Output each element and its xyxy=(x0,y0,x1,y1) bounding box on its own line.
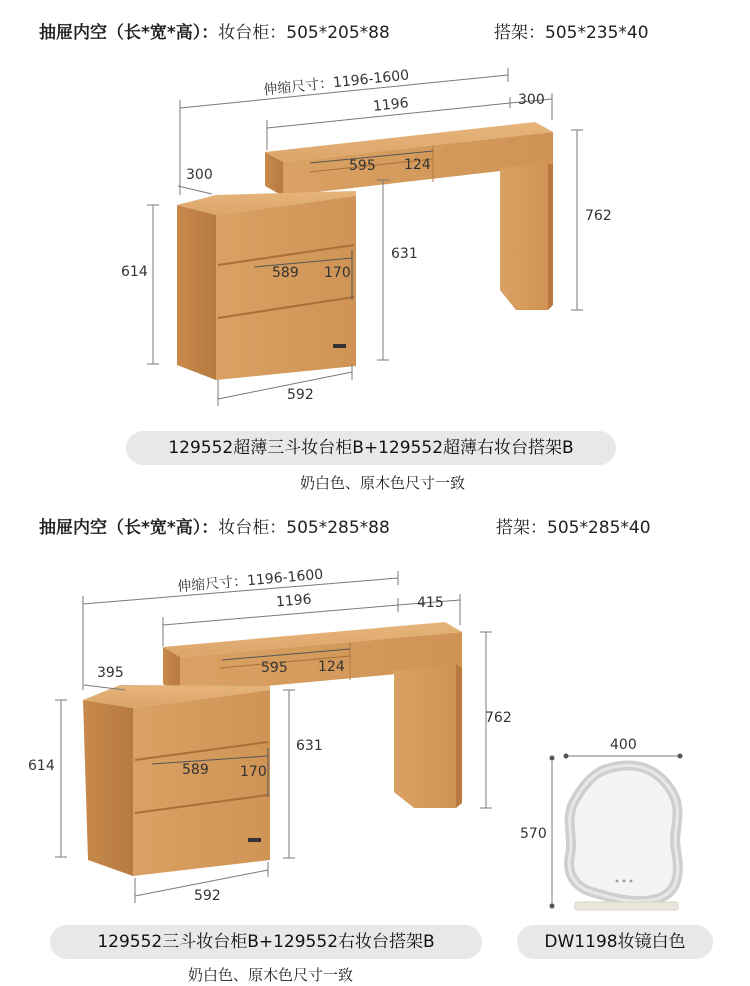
set1-gap-height-dim: 631 xyxy=(391,246,418,262)
set2-spec-cabinet: 妆台柜：505*285*88 xyxy=(218,518,390,538)
set2-cab-drawer-width-dim: 589 xyxy=(182,762,209,778)
set2-spec-label: 抽屉内空（长*宽*高）： xyxy=(39,518,219,538)
set1-drawer-width-dim: 595 xyxy=(349,158,376,174)
mirror-drawing xyxy=(550,754,683,911)
mirror-width-dim: 400 xyxy=(610,737,637,753)
set1-cab-drawer-height-dim: 170 xyxy=(324,265,351,281)
set1-spec-cabinet: 妆台柜：505*205*88 xyxy=(218,23,390,43)
set2-cab-drawer-height-dim: 170 xyxy=(240,764,267,780)
set2-top-length-dim: 1196 xyxy=(275,591,313,611)
set2-cabinet-width-dim: 592 xyxy=(194,888,221,904)
set1-top-length-dim: 1196 xyxy=(372,95,410,115)
set2-side-dim: 415 xyxy=(417,595,444,611)
set1-spec-line xyxy=(39,18,390,43)
set2-depth-dim: 395 xyxy=(97,665,124,681)
set2-spec-shelf: 搭架：505*285*40 xyxy=(496,518,651,538)
set2-table-height-dim: 762 xyxy=(485,710,512,726)
set1-side-dim: 300 xyxy=(518,92,545,108)
set1-spec-label: 抽屉内空（长*宽*高）： xyxy=(39,23,219,43)
mirror-title-pill: DW1198妆镜白色 xyxy=(517,925,713,959)
set2-extend-dim: 伸缩尺寸：1196-1600 xyxy=(176,566,324,596)
set2-drawer-width-dim: 595 xyxy=(261,660,288,676)
set1-spec-shelf: 搭架：505*235*40 xyxy=(494,23,649,43)
set1-table-height-dim: 762 xyxy=(585,208,612,224)
set2-color-note: 奶白色、原木色尺寸一致 xyxy=(188,966,354,984)
set1-extend-dim: 伸缩尺寸：1196-1600 xyxy=(262,67,410,99)
set2-drawer-height-dim: 124 xyxy=(318,659,345,675)
mirror-height-dim: 570 xyxy=(520,826,547,842)
set1-drawer-height-dim: 124 xyxy=(404,157,431,173)
set2-cabinet-height-dim: 614 xyxy=(28,758,55,774)
set1-title-pill: 129552超薄三斗妆台柜B+129552超薄右妆台搭架B xyxy=(126,431,616,465)
set1-cab-drawer-width-dim: 589 xyxy=(272,265,299,281)
set1-color-note: 奶白色、原木色尺寸一致 xyxy=(300,474,466,492)
set2-title-pill: 129552三斗妆台柜B+129552右妆台搭架B xyxy=(50,925,482,959)
set2-spec-line xyxy=(39,513,390,538)
set1-cabinet-height-dim: 614 xyxy=(121,264,148,280)
set1-cabinet-width-dim: 592 xyxy=(287,387,314,403)
set2-gap-height-dim: 631 xyxy=(296,738,323,754)
set1-depth-dim: 300 xyxy=(186,167,213,183)
